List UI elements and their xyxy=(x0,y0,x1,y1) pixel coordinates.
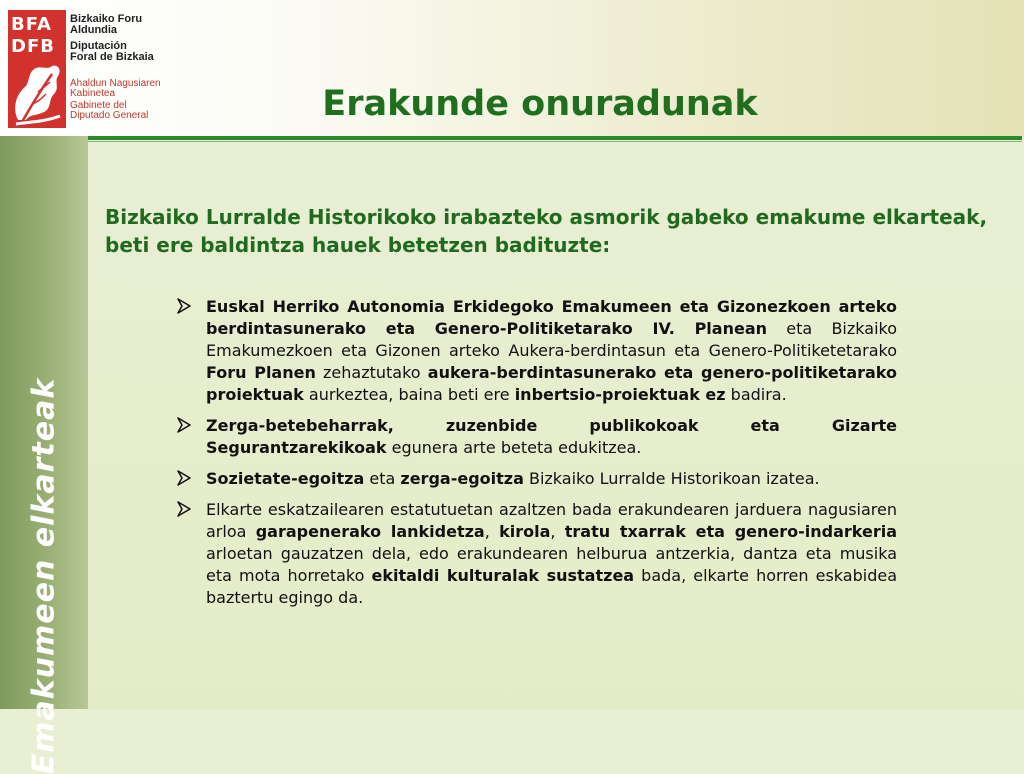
text-run: Bizkaiko Lurralde Historikoan izatea. xyxy=(523,469,820,488)
list-item xyxy=(175,296,897,406)
title-underline-thin xyxy=(88,141,1022,142)
sidebar-vertical-label: Emakumeen elkarteak xyxy=(26,377,62,774)
bizkaia-logo xyxy=(6,8,186,133)
logo-abbr-top: BFA xyxy=(11,14,52,35)
logo-org-es-2: Foral de Bizkaia xyxy=(70,51,154,63)
logo-cab-es-1: Gabinete del xyxy=(70,100,127,111)
text-run: bada, elkarte horren eskabidea baztertu egingo da. xyxy=(206,566,897,607)
text-run: arloetan gauzatzen dela, edo erakundearen helburua antzerkia, dantza eta musika eta mota horretako xyxy=(206,544,897,585)
left-sidebar-band xyxy=(0,136,88,774)
arrow-bullet-icon xyxy=(177,298,191,314)
list-item-text xyxy=(206,500,897,607)
bold-run: tratu txarrak eta genero-indarkeria xyxy=(564,522,898,541)
logo-cab-es-2: Diputado General xyxy=(70,110,149,121)
logo-org-es-1: Diputación xyxy=(70,40,127,52)
text-run: eta Bizkaiko Emakumezkoen eta Gizonen arteko Aukera-berdintasun eta Genero-Politiketetarako xyxy=(206,319,897,360)
bold-run: Zerga-betebeharrak, zuzenbide publikokoak eta Gizarte Segurantzarekikoak xyxy=(206,416,897,457)
bold-run: Euskal Herriko Autonomia Erkidegoko Emakumeen eta Gizonezkoen arteko berdintasunerako eta Genero-Politiketarako IV. Planean xyxy=(206,297,897,338)
logo-org-eu-1: Bizkaiko Foru xyxy=(70,13,143,25)
text-run: eta xyxy=(364,469,401,488)
text-run: aurkeztea, baina beti ere xyxy=(303,385,515,404)
list-item-text xyxy=(206,416,897,457)
requirements-list xyxy=(175,296,897,618)
header-band xyxy=(0,0,1024,136)
bold-run: garapenerako lankidetza xyxy=(255,522,485,541)
title-underline xyxy=(88,136,1022,140)
bold-run: inbertsio-proiektuak ez xyxy=(514,385,726,404)
list-item xyxy=(175,499,897,609)
bold-run: aukera-berdintasunerako eta genero-politiketarako proiektuak xyxy=(206,363,898,404)
oak-leaf-icon xyxy=(8,58,66,128)
text-run: badira. xyxy=(725,385,787,404)
bold-run: zerga-egoitza xyxy=(400,469,524,488)
text-run: Elkarte eskatzailearen estatutuetan azaltzen bada erakundearen jarduera nagusiaren arloa xyxy=(206,500,897,541)
logo-org-eu-2: Aldundia xyxy=(70,24,118,36)
arrow-bullet-icon xyxy=(177,470,191,486)
text-run: , xyxy=(484,522,500,541)
logo-cab-eu-1: Ahaldun Nagusiaren xyxy=(70,78,161,89)
list-item-text xyxy=(206,297,897,404)
text-run: zehaztutako xyxy=(315,363,428,382)
logo-abbr-bottom: DFB xyxy=(11,36,55,57)
list-item-text xyxy=(206,469,820,488)
bold-run: ekitaldi kulturalak sustatzea xyxy=(371,566,635,585)
text-run: , xyxy=(550,522,565,541)
arrow-bullet-icon xyxy=(177,501,191,517)
bold-run: Sozietate-egoitza xyxy=(206,469,365,488)
list-item xyxy=(175,415,897,459)
logo-red-block xyxy=(8,10,66,128)
list-item xyxy=(175,468,897,490)
arrow-bullet-icon xyxy=(177,417,191,433)
intro-paragraph: Bizkaiko Lurralde Historikoko irabazteko asmorik gabeko emakume elkarteak, beti ere baldintza hauek betetzen badituzte: xyxy=(105,205,988,257)
logo-cab-eu-2: Kabinetea xyxy=(70,88,116,99)
bold-run: kirola xyxy=(499,522,551,541)
slide-title: Erakunde onuradunak xyxy=(322,84,758,124)
bold-run: Foru Planen xyxy=(206,363,316,382)
text-run: egunera arte beteta edukitzea. xyxy=(386,438,642,457)
